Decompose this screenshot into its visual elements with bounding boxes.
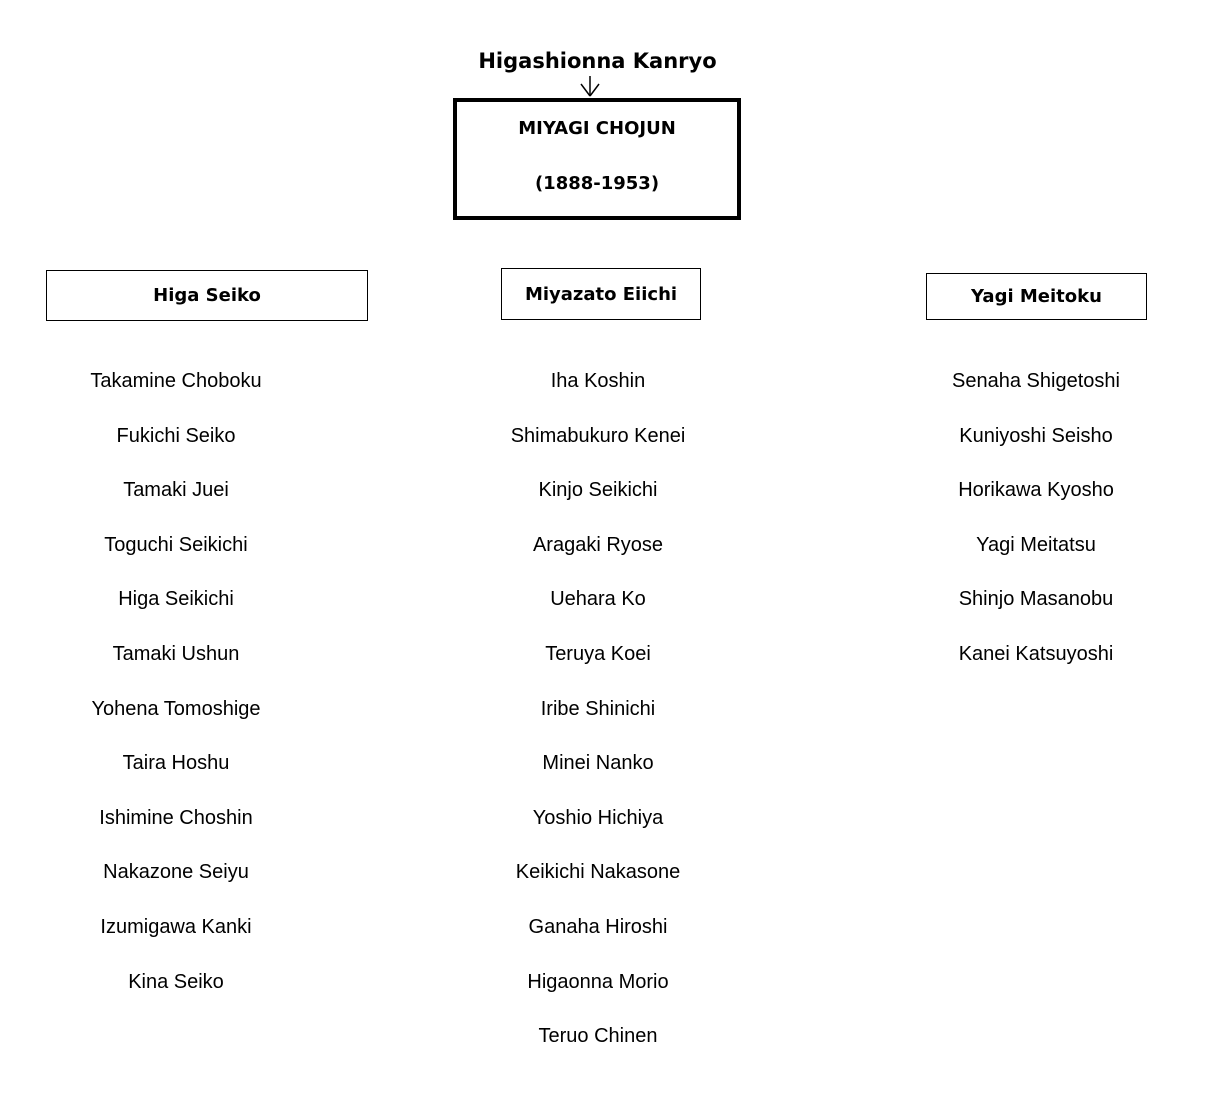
student-name: Higa Seikichi [118, 588, 234, 611]
student-name: Nakazone Seiyu [103, 861, 249, 884]
student-name: Yoshio Hichiya [532, 806, 664, 829]
student-name: Teruo Chinen [538, 1025, 658, 1048]
student-name: Kanei Katsuyoshi [958, 642, 1114, 665]
student-name: Fukichi Seiko [116, 424, 236, 447]
student-name: Kuniyoshi Seisho [959, 424, 1113, 447]
student-name: Takamine Choboku [90, 370, 262, 392]
student-name: Yagi Meitatsu [976, 533, 1096, 556]
student-name: Kina Seiko [128, 970, 224, 993]
student-list-miyazato-eiichi [478, 367, 718, 1077]
arrow-down-icon [579, 76, 601, 98]
student-name: Kinjo Seikichi [538, 479, 658, 502]
student-name: Higaonna Morio [527, 970, 669, 993]
student-name: Yohena Tomoshige [91, 697, 261, 720]
student-name: Keikichi Nakasone [515, 861, 681, 884]
main-teacher-box [453, 98, 741, 220]
student-name: Tamaki Ushun [112, 642, 240, 665]
student-name: Minei Nanko [542, 752, 654, 775]
student-name: Ishimine Choshin [99, 806, 253, 829]
student-list-higa-seiko [56, 367, 296, 1022]
student-name: Iribe Shinichi [540, 697, 656, 720]
branch-box-miyazato-eiichi: Miyazato Eiichi [501, 268, 701, 320]
branch-box-yagi-meitoku: Yagi Meitoku [926, 273, 1147, 320]
student-name: Iha Koshin [550, 370, 646, 392]
student-name: Horikawa Kyosho [958, 479, 1114, 502]
student-name: Uehara Ko [550, 588, 646, 611]
student-name: Izumigawa Kanki [100, 915, 252, 938]
student-name: Shinjo Masanobu [958, 588, 1114, 611]
main-teacher-name: MIYAGI CHOJUN [518, 118, 676, 139]
student-name: Shimabukuro Kenei [510, 424, 686, 447]
student-name: Toguchi Seikichi [104, 533, 248, 556]
student-name: Senaha Shigetoshi [952, 370, 1120, 392]
student-name: Teruya Koei [545, 642, 651, 665]
student-list-yagi-meitoku [916, 367, 1156, 695]
student-name: Aragaki Ryose [532, 533, 664, 556]
student-name: Tamaki Juei [123, 479, 229, 502]
root-teacher-name: Higashionna Kanryo [478, 49, 717, 73]
main-teacher-years: (1888-1953) [534, 173, 660, 194]
student-name: Ganaha Hiroshi [528, 915, 668, 938]
student-name: Taira Hoshu [122, 752, 230, 775]
branch-box-higa-seiko: Higa Seiko [46, 270, 368, 321]
